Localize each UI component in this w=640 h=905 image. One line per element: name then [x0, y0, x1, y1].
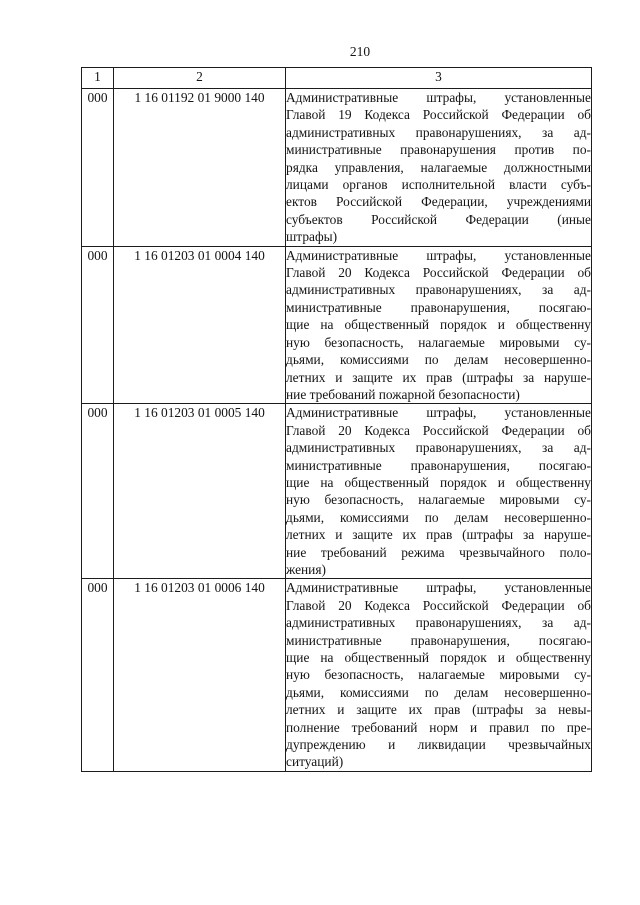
description-line: ние требований режима чрезвычайного поло- — [286, 544, 591, 560]
row-classification-code: 1 16 01203 01 0006 140 — [114, 579, 286, 771]
description-line: летних и защите их прав (штрафы за наруше- — [286, 527, 591, 543]
description-line: Административные штрафы, установленные — [286, 90, 591, 105]
table-row — [82, 246, 592, 404]
row-classification-code: 1 16 01192 01 9000 140 — [114, 89, 286, 247]
description-line: дьями, комиссиями по делам несовершенно- — [286, 684, 591, 700]
row-admin-code: 000 — [82, 246, 114, 404]
description-line: щие на общественный порядок и общественну — [286, 474, 591, 490]
description-line: Главой 20 Кодекса Российской Федерации об — [286, 265, 591, 281]
description-line: Главой 20 Кодекса Российской Федерации об — [286, 422, 591, 438]
description-line: Административные штрафы, установленные — [286, 405, 591, 421]
page-number: 210 — [349, 44, 371, 59]
description-line: рядка управления, налагаемые должностными — [286, 159, 591, 175]
description-line: щие на общественный порядок и общественну — [286, 650, 591, 665]
description-line: министративные правонарушения, посягаю- — [286, 457, 591, 473]
description-line: Главой 20 Кодекса Российской Федерации об — [286, 597, 591, 613]
table-body — [82, 89, 592, 772]
row-description — [286, 579, 592, 771]
header-row — [82, 68, 592, 89]
header-col-3: 3 — [286, 68, 592, 89]
description-line: административных правонарушениях, за ад- — [286, 440, 591, 456]
description-line: ную безопасность, налагаемые мировыми су- — [286, 492, 591, 508]
description-line: Главой 19 Кодекса Российской Федерации об — [286, 107, 591, 123]
description-line: министративные правонарушения, посягаю- — [286, 632, 591, 648]
description-line: административных правонарушениях, за ад- — [286, 615, 591, 631]
table-row — [82, 89, 592, 247]
table-row — [82, 404, 592, 579]
description-line: щие на общественный порядок и общественну — [286, 317, 591, 333]
fees-table — [81, 67, 592, 772]
header-col-2: 2 — [114, 68, 286, 89]
row-classification-code: 1 16 01203 01 0004 140 — [114, 246, 286, 404]
description-line: жения) — [286, 561, 326, 577]
header-col-1: 1 — [82, 68, 114, 89]
description-line: Административные штрафы, установленные — [286, 247, 591, 263]
description-line: Административные штрафы, установленные — [286, 580, 591, 596]
description-line: ектов Российской Федерации, учреждениями — [286, 194, 591, 210]
row-classification-code: 1 16 01203 01 0005 140 — [114, 404, 286, 579]
description-line: министративные правонарушения против по- — [286, 142, 591, 158]
description-line: дупреждению и ликвидации чрезвычайных — [286, 737, 591, 753]
description-line: ную безопасность, налагаемые мировыми су- — [286, 334, 591, 350]
description-line: полнение требований норм и правил по пре- — [286, 719, 591, 735]
description-line: лицами органов исполнительной власти субъ- — [286, 177, 591, 193]
description-line: ную безопасность, налагаемые мировыми су- — [286, 667, 591, 683]
table-header — [82, 68, 592, 89]
row-description — [286, 404, 592, 579]
row-admin-code: 000 — [82, 89, 114, 247]
row-admin-code: 000 — [82, 404, 114, 579]
description-line: ситуаций) — [286, 754, 344, 770]
row-admin-code: 000 — [82, 579, 114, 771]
row-description — [286, 246, 592, 404]
description-line: штрафы) — [286, 229, 338, 245]
description-line: субъектов Российской Федерации (иные — [286, 211, 591, 227]
description-line: дьями, комиссиями по делам несовершенно- — [286, 509, 591, 525]
description-line: ние требований пожарной безопасности) — [286, 386, 520, 402]
description-line: летних и защите их прав (штрафы за невы- — [286, 702, 591, 718]
table-row — [82, 579, 592, 771]
description-line: административных правонарушениях, за ад- — [286, 282, 591, 298]
description-line: дьями, комиссиями по делам несовершенно- — [286, 352, 591, 368]
description-line: административных правонарушениях, за ад- — [286, 124, 591, 140]
row-description — [286, 89, 592, 247]
description-line: министративные правонарушения, посягаю- — [286, 299, 591, 315]
description-line: летних и защите их прав (штрафы за наруше- — [286, 369, 591, 385]
